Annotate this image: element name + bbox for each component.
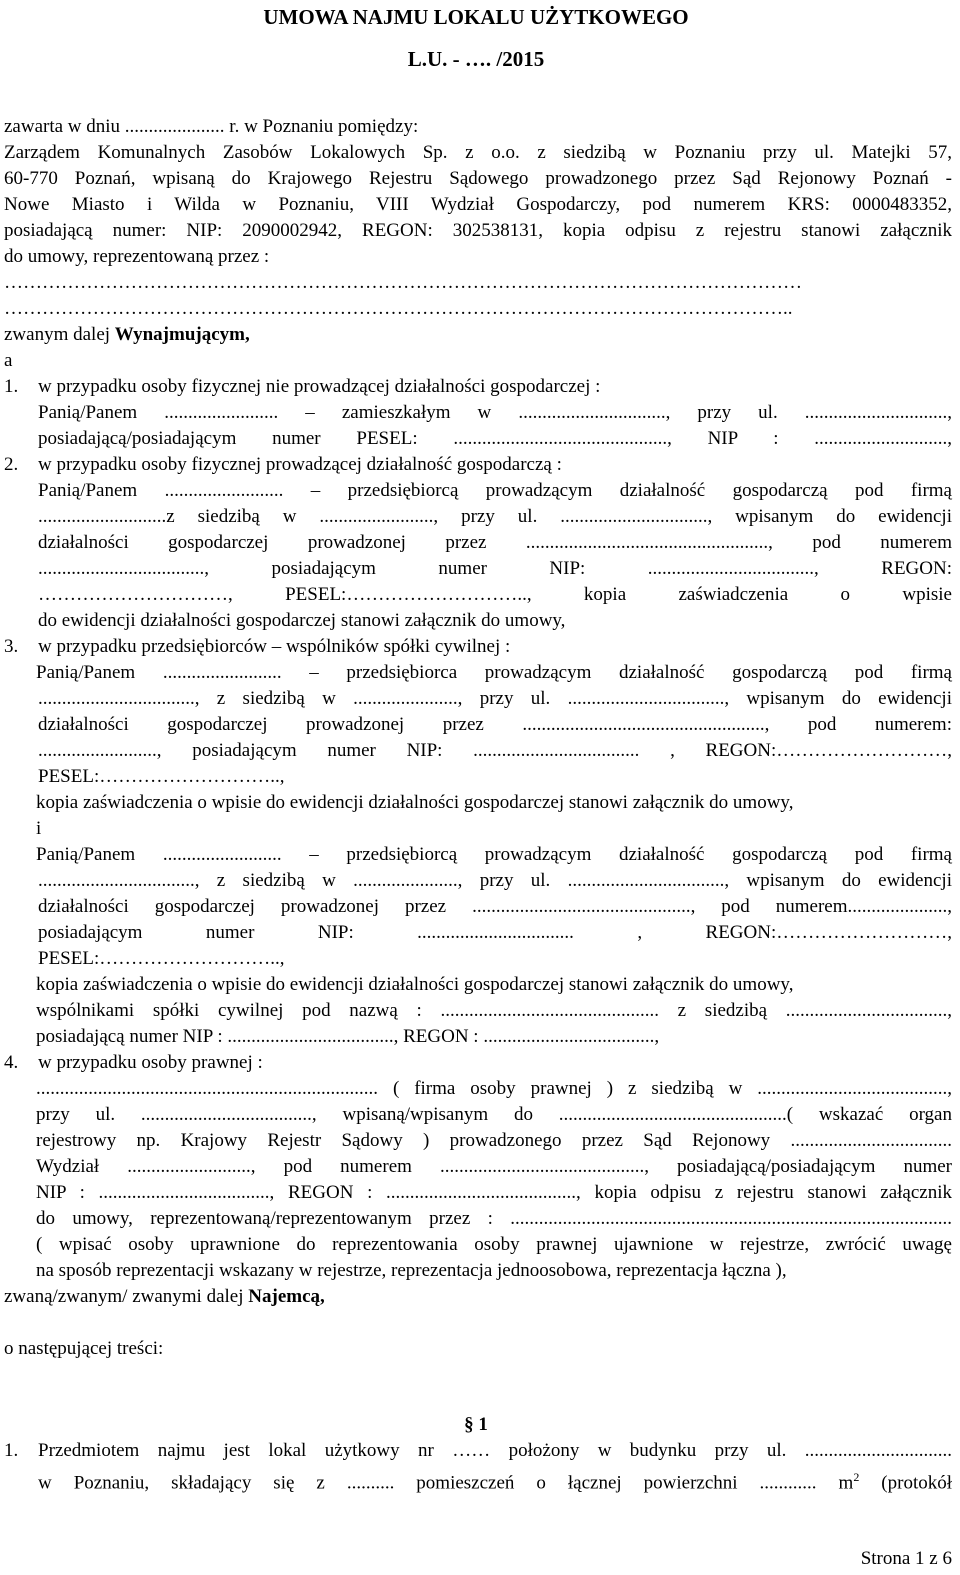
section-heading: w przypadku osoby prawnej :: [38, 1052, 263, 1073]
section-line: Wydział .........................., pod numerem ..........................................., posiadającą/posiadającym numer: [36, 1156, 952, 1177]
section-number: 4.: [4, 1052, 19, 1073]
section-heading: w przypadku osoby fizycznej nie prowadzącej działalności gospodarczej :: [38, 376, 601, 397]
section-line: …………………………, PESEL:……………………….., kopia zaświadczenia o wpisie: [38, 584, 952, 605]
section-line: Panią/Panem ........................ – zamieszkałym w ..............................., przy ul. ..............................,: [38, 402, 952, 423]
conjunction: a: [4, 350, 13, 371]
lessor-term: Wynajmującym,: [114, 324, 250, 345]
tenant-term: Najemcą,: [248, 1286, 325, 1307]
section-number: 1.: [4, 376, 19, 397]
section-line: ................................., z siedzibą w ......................, przy ul. ................................., wpisanym do ewidencji: [38, 870, 952, 891]
intro-line: zawarta w dniu ..................... r. w Poznaniu pomiędzy:: [4, 116, 419, 137]
intro-line: posiadającą numer: NIP: 2090002942, REGON: 302538131, kopia odpisu z rejestru stanowi załącznik: [4, 220, 952, 241]
section-line: do ewidencji działalności gospodarczej stanowi załącznik do umowy,: [38, 610, 566, 631]
section-line: ( wpisać osoby uprawnione do reprezentowania osoby prawnej ujawnione w rejestrze, zwrócić uwagę: [36, 1234, 952, 1255]
section-line: PESEL:………………………..,: [38, 766, 285, 787]
section-line: rejestrowy np. Krajowy Rejestr Sądowy ) prowadzonego przez Sąd Rejonowy ..................................: [36, 1130, 952, 1151]
section-line: działalności gospodarczej prowadzonej przez ..................................................., pod numerem:: [38, 714, 952, 735]
section-line: działalności gospodarczej prowadzonej przez .............................................., pod numerem.....................,: [38, 896, 952, 917]
intro-line: do umowy, reprezentowaną przez :: [4, 246, 270, 267]
superscript: 2: [853, 1470, 860, 1484]
intro-line: 60-770 Poznań, wpisaną do Krajowego Rejestru Sądowego prowadzonego przez Sąd Rejonowy Poznań -: [4, 168, 952, 189]
section-line: ..................................., posiadającym numer NIP: ..................................., REGON:: [38, 558, 952, 579]
section-heading: w przypadku osoby fizycznej prowadzącej działalność gospodarczą :: [38, 454, 562, 475]
section-line: do umowy, reprezentowaną/reprezentowanym przez : .............................................................................................: [36, 1208, 952, 1229]
dotted-line: ………………………………………………………………………………………………………………: [4, 272, 802, 293]
section-number: 2.: [4, 454, 19, 475]
dotted-line: ……………………………………………………………………………………………………………..: [4, 298, 793, 319]
section-line: na sposób reprezentacji wskazany w rejestrze, reprezentacja jednoosobowa, reprezentacja łączna ),: [36, 1260, 787, 1281]
intro-line: Zarządem Komunalnych Zasobów Lokalowych Sp. z o.o. z siedzibą w Poznaniu przy ul. Matejki 57,: [4, 142, 952, 163]
section-line: ........................................................................ ( firma osoby prawnej ) z siedzibą w ........................................,: [36, 1078, 952, 1099]
item-line: w Poznaniu, składający się z .......... pomieszczeń o łącznej powierzchni ............ $m^2$ (protokół: [38, 1470, 953, 1494]
section-line: działalności gospodarczej prowadzonej przez ..................................................., pod numerem: [38, 532, 952, 553]
section-line: ...........................z siedzibą w ........................, przy ul. ..............................., wpisanym do ewidencji: [38, 506, 952, 527]
contents-intro: o następującej treści:: [4, 1338, 164, 1359]
lessor-designation: zwanym dalej Wynajmującym,: [4, 324, 250, 345]
section-line: Panią/Panem ......................... – przedsiębiorcą prowadzącym działalność gospodarczą pod firmą: [38, 480, 952, 501]
conjunction: i: [36, 818, 42, 839]
section-line: NIP : ...................................., REGON : ........................................, kopia odpisu z rejestru stanowi załącznik: [36, 1182, 952, 1203]
tenant-designation: zwaną/zwanym/ zwanymi dalej Najemcą,: [4, 1286, 325, 1307]
section-heading: w przypadku przedsiębiorców – wspólników spółki cywilnej :: [38, 636, 511, 657]
section-line: posiadającym numer NIP: ................................. , REGON:………………………,: [38, 922, 952, 943]
document-number: L.U. - …. /2015: [407, 47, 545, 71]
section-line: posiadającą numer NIP : ..................................., REGON : ....................................,: [36, 1026, 660, 1047]
section-line: PESEL:………………………..,: [38, 948, 285, 969]
section-line: ........................., posiadającym numer NIP: ................................... , REGON:………………………,: [38, 740, 952, 761]
item-number: 1.: [4, 1440, 19, 1461]
section-line: Panią/Panem ......................... – przedsiębiorca prowadzącym działalność gospodarczą pod firmą: [36, 662, 952, 683]
section-line: Panią/Panem ......................... – przedsiębiorcą prowadzącym działalność gospodarczą pod firmą: [36, 844, 952, 865]
section-line: ................................., z siedzibą w ......................, przy ul. ................................., wpisanym do ewidencji: [38, 688, 952, 709]
item-line: Przedmiotem najmu jest lokal użytkowy nr …… położony w budynku przy ul. ...............................: [38, 1440, 952, 1461]
section-line: posiadającą/posiadającym numer PESEL: ............................................., NIP : ............................,: [38, 428, 952, 449]
section-line: przy ul. ...................................., wpisaną/wpisanym do ................................................( wskazać organ: [36, 1104, 952, 1125]
section-number: 3.: [4, 636, 19, 657]
paragraph-heading: § 1: [464, 1414, 488, 1435]
section-line: kopia zaświadczenia o wpisie do ewidencji działalności gospodarczej stanowi załącznik do umowy,: [36, 792, 794, 813]
section-line: wspólnikami spółki cywilnej pod nazwą : .............................................. z siedzibą ..................................,: [36, 1000, 952, 1021]
section-line: kopia zaświadczenia o wpisie do ewidencji działalności gospodarczej stanowi załącznik do umowy,: [36, 974, 794, 995]
intro-line: Nowe Miasto i Wilda w Poznaniu, VIII Wydział Gospodarczy, pod numerem KRS: 0000483352,: [4, 194, 952, 215]
page-footer: Strona 1 z 6: [860, 1548, 952, 1569]
document-title: UMOWA NAJMU LOKALU UŻYTKOWEGO: [263, 5, 689, 29]
